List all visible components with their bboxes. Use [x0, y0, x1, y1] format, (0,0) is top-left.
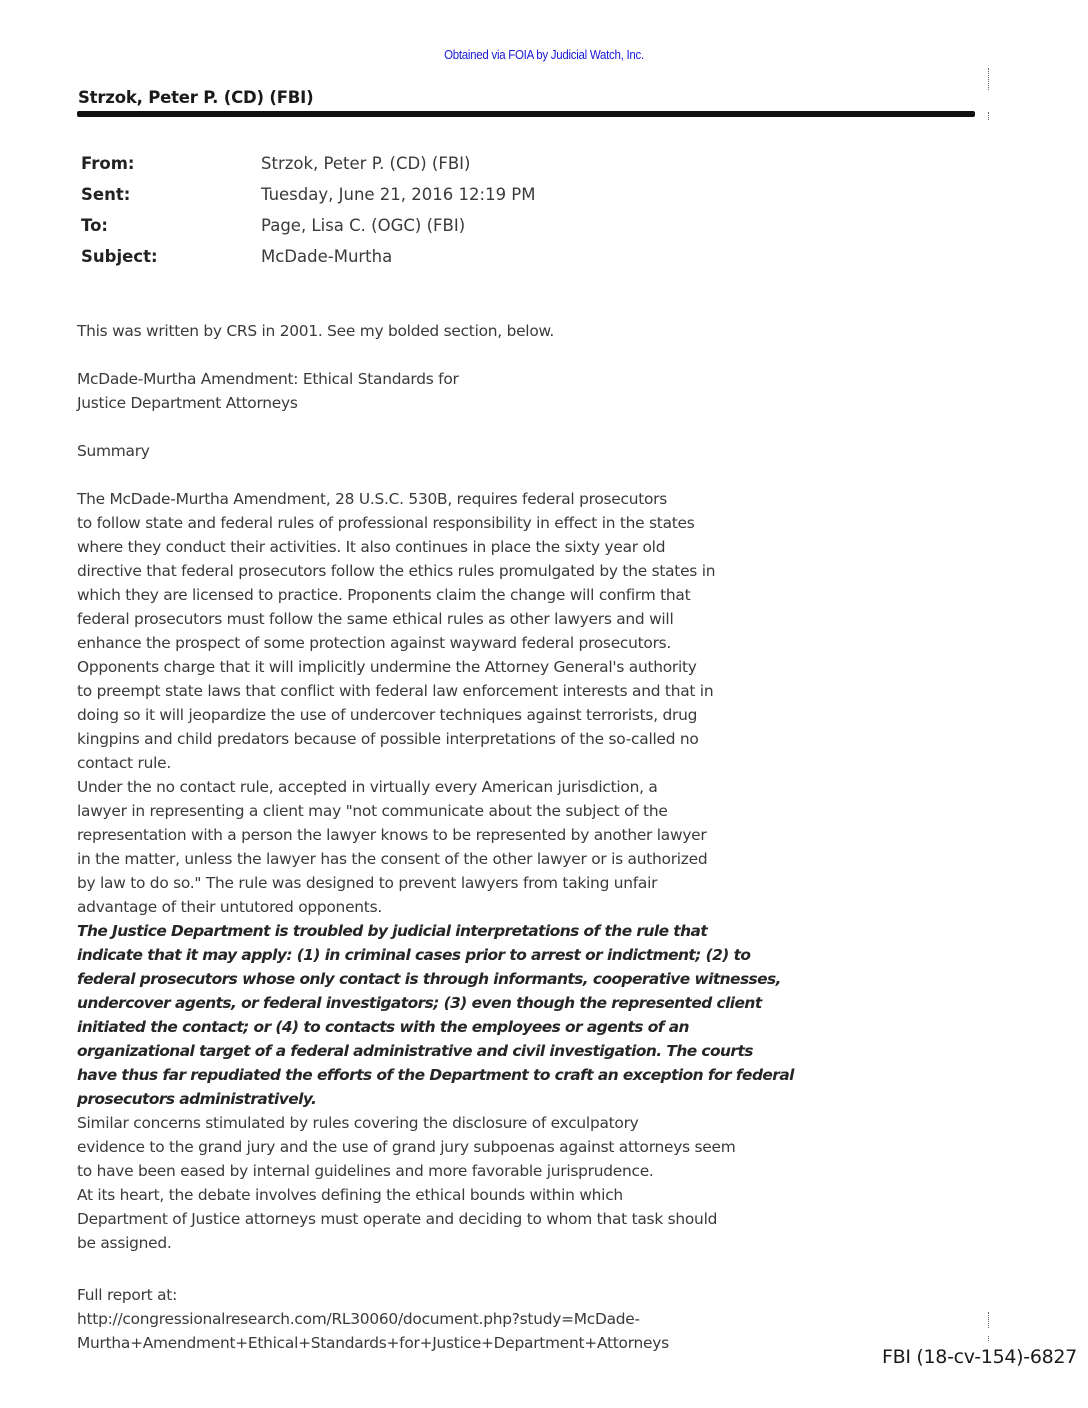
margin-scan-marks	[988, 1312, 991, 1328]
paragraph-line: which they are licensed to practice. Proponents claim the change will confirm that	[77, 586, 691, 604]
bolded-line: initiated the contact; or (4) to contacts with the employees or agents of an	[77, 1018, 689, 1036]
sent-label: Sent:	[81, 185, 131, 204]
paragraph-line: be assigned.	[77, 1234, 172, 1252]
bolded-line: undercover agents, or federal investigators; (3) even though the represented client	[77, 994, 762, 1012]
sent-row	[81, 179, 536, 210]
paragraph-line: Under the no contact rule, accepted in virtually every American jurisdiction, a	[77, 778, 658, 796]
email-body	[77, 319, 807, 343]
to-value: Page, Lisa C. (OGC) (FBI)	[261, 216, 466, 235]
to-label: To:	[81, 216, 108, 235]
from-row	[81, 148, 536, 179]
paragraph-line: kingpins and child predators because of possible interpretations of the so-called no	[77, 730, 699, 748]
summary-heading	[77, 439, 807, 463]
sent-value: Tuesday, June 21, 2016 12:19 PM	[261, 185, 536, 204]
paragraph-line: to preempt state laws that conflict with federal law enforcement interests and that in	[77, 682, 714, 700]
paragraph-line: lawyer in representing a client may "not communicate about the subject of the	[77, 802, 668, 820]
bates-number: FBI (18-cv-154)-6827	[882, 1346, 1077, 1368]
paragraph-line: to have been eased by internal guidelines and more favorable jurisprudence.	[77, 1162, 654, 1180]
paragraph-line: Similar concerns stimulated by rules covering the disclosure of exculpatory	[77, 1114, 639, 1132]
summary-paragraphs	[77, 487, 807, 1255]
bolded-line: federal prosecutors whose only contact is through informants, cooperative witnesses,	[77, 970, 781, 988]
header-separator-bar	[77, 111, 975, 117]
full-report-url-line[interactable]: http://congressionalresearch.com/RL30060/document.php?study=McDade-	[77, 1310, 640, 1328]
email-header	[81, 148, 536, 272]
report-title	[77, 367, 807, 415]
paragraph-line: enhance the prospect of some protection against wayward federal prosecutors.	[77, 634, 672, 652]
paragraph-line: contact rule.	[77, 754, 171, 772]
foia-watermark-banner: Obtained via FOIA by Judicial Watch, Inc.	[444, 48, 644, 62]
paragraph-line: directive that federal prosecutors follow the ethics rules promulgated by the states in	[77, 562, 716, 580]
from-label: From:	[81, 154, 135, 173]
paragraph-line: Department of Justice attorneys must operate and deciding to whom that task should	[77, 1210, 718, 1228]
bolded-line: prosecutors administratively.	[77, 1090, 317, 1108]
summary-heading-text: Summary	[77, 442, 150, 460]
paragraph-line: doing so it will jeopardize the use of undercover techniques against terrorists, drug	[77, 706, 698, 724]
subject-row	[81, 241, 536, 272]
report-title-line: McDade-Murtha Amendment: Ethical Standards for	[77, 370, 459, 388]
from-value: Strzok, Peter P. (CD) (FBI)	[261, 154, 471, 173]
bolded-line: indicate that it may apply: (1) in criminal cases prior to arrest or indictment; (2) to	[77, 946, 751, 964]
paragraph-line: evidence to the grand jury and the use of grand jury subpoenas against attorneys seem	[77, 1138, 736, 1156]
full-report-label: Full report at:	[77, 1286, 178, 1304]
bolded-line: The Justice Department is troubled by judicial interpretations of the rule that	[77, 922, 708, 940]
paragraph-line: federal prosecutors must follow the same ethical rules as other lawyers and will	[77, 610, 674, 628]
margin-scan-marks	[988, 1336, 991, 1341]
paragraph-line: At its heart, the debate involves defining the ethical bounds within which	[77, 1186, 623, 1204]
subject-label: Subject:	[81, 247, 158, 266]
paragraph-line: advantage of their untutored opponents.	[77, 898, 382, 916]
full-report-link[interactable]	[77, 1331, 807, 1355]
report-title-line: Justice Department Attorneys	[77, 394, 298, 412]
paragraph-line: The McDade-Murtha Amendment, 28 U.S.C. 530B, requires federal prosecutors	[77, 490, 668, 508]
margin-scan-marks	[988, 112, 991, 120]
full-report-section	[77, 1283, 807, 1355]
paragraph-line: by law to do so." The rule was designed to prevent lawyers from taking unfair	[77, 874, 658, 892]
paragraph-line: where they conduct their activities. It also continues in place the sixty year old	[77, 538, 666, 556]
paragraph-line: Opponents charge that it will implicitly undermine the Attorney General's authority	[77, 658, 697, 676]
intro-line: This was written by CRS in 2001. See my bolded section, below.	[77, 322, 555, 340]
full-report-url-line[interactable]: Murtha+Amendment+Ethical+Standards+for+Justice+Department+Attorneys	[77, 1334, 669, 1352]
mailbox-owner-name: Strzok, Peter P. (CD) (FBI)	[78, 88, 314, 107]
bolded-line: have thus far repudiated the efforts of the Department to craft an exception for federal	[77, 1066, 794, 1084]
paragraph-line: representation with a person the lawyer knows to be represented by another lawyer	[77, 826, 707, 844]
bolded-line: organizational target of a federal administrative and civil investigation. The courts	[77, 1042, 753, 1060]
margin-scan-marks	[988, 68, 991, 90]
subject-value: McDade-Murtha	[261, 247, 393, 266]
paragraph-line: in the matter, unless the lawyer has the consent of the other lawyer or is authorized	[77, 850, 708, 868]
to-row	[81, 210, 536, 241]
full-report-link[interactable]	[77, 1307, 807, 1331]
paragraph-line: to follow state and federal rules of professional responsibility in effect in the states	[77, 514, 695, 532]
